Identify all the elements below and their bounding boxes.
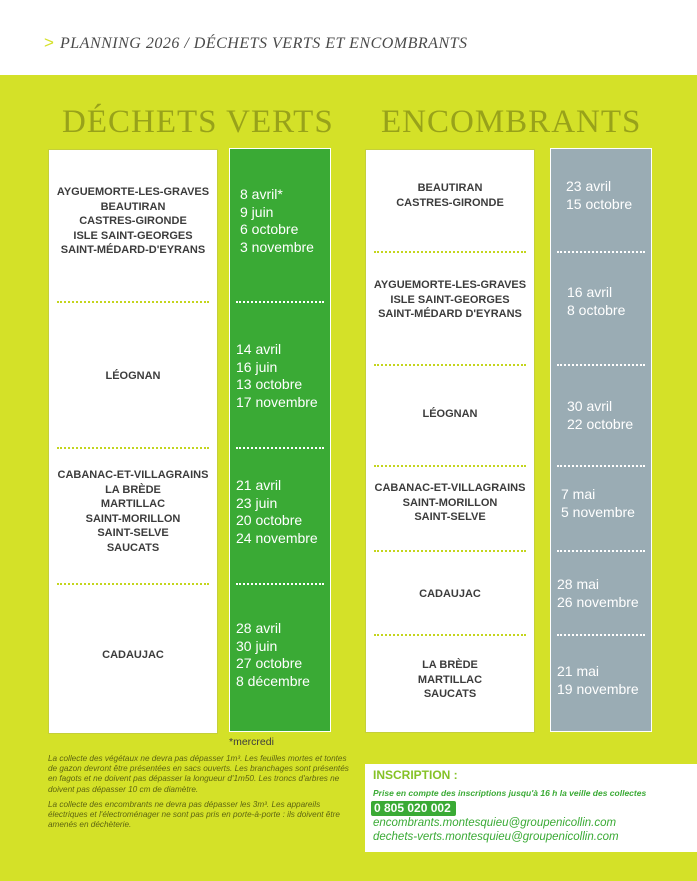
collection-date: 21 avril	[236, 477, 282, 493]
collection-rules	[48, 754, 353, 835]
collection-date: 16 avril	[567, 284, 613, 300]
town-name: BEAUTIRAN	[100, 200, 166, 213]
collection-date: 27 octobre	[236, 655, 303, 671]
town-name: ISLE SAINT-GEORGES	[390, 293, 510, 306]
town-name: SAINT-MORILLON	[402, 496, 498, 509]
dv-group-3-towns	[48, 468, 218, 555]
collection-date: 9 juin	[240, 203, 274, 220]
town-name: CABANAC-ET-VILLAGRAINS	[374, 482, 526, 494]
town-name: AYGUEMORTE-LES-GRAVES	[56, 186, 210, 198]
enc-group-4-towns	[365, 481, 535, 525]
enc-group-4-dates	[561, 486, 635, 521]
enc-group-5-dates	[557, 576, 639, 611]
town-name: SAINT-MÉDARD-D'EYRANS	[60, 244, 206, 256]
town-name: SAUCATS	[423, 688, 477, 700]
town-name: AYGUEMORTE-LES-GRAVES	[373, 279, 527, 291]
collection-date: 26 novembre	[557, 593, 639, 610]
town-name: CADAUJAC	[102, 649, 164, 661]
town-name: CADAUJAC	[419, 588, 481, 600]
enc-group-2-towns	[365, 278, 535, 322]
collection-date: 23 juin	[236, 494, 278, 511]
page-header	[0, 0, 697, 75]
town-name: CABANAC-ET-VILLAGRAINS	[57, 469, 209, 481]
dv-group-1-dates	[240, 186, 314, 256]
collection-date: 24 novembre	[236, 529, 318, 546]
collection-date: 20 octobre	[236, 512, 303, 528]
email-encombrants[interactable]: encombrants.montesquieu@groupenicollin.com	[373, 817, 617, 829]
dotted-separator	[236, 583, 324, 585]
inscription-title: INSCRIPTION :	[373, 768, 458, 782]
dotted-separator	[236, 301, 324, 303]
dv-group-1-towns	[48, 185, 218, 258]
dotted-separator	[557, 364, 645, 366]
inscription-deadline: Prise en compte des inscriptions jusqu'à 16 h la veille des collectes	[373, 788, 647, 798]
collection-date: 30 juin	[236, 637, 278, 654]
dotted-separator	[557, 251, 645, 253]
dotted-separator	[374, 364, 526, 366]
collection-date: 7 mai	[561, 486, 596, 502]
collection-date: 8 octobre	[567, 301, 626, 318]
collection-date: 3 novembre	[240, 238, 314, 255]
dv-group-3-dates	[236, 477, 318, 547]
collection-date: 19 novembre	[557, 680, 639, 697]
enc-group-6-towns	[365, 658, 535, 702]
town-name: MARTILLAC	[417, 673, 483, 686]
enc-group-1-towns	[365, 181, 535, 210]
collection-date: 15 octobre	[566, 195, 633, 212]
town-name: LÉOGNAN	[105, 370, 161, 382]
enc-group-1-dates	[566, 178, 632, 213]
enc-group-3-towns	[365, 407, 535, 422]
dv-group-2-towns	[48, 369, 218, 384]
town-name: ISLE SAINT-GEORGES	[73, 229, 193, 242]
encombrants-towns-column	[365, 149, 535, 733]
collection-date: 28 avril	[236, 620, 282, 636]
collection-date: 14 avril	[236, 341, 282, 357]
chevron-right-icon: >	[44, 33, 54, 52]
collection-date: 6 octobre	[240, 221, 299, 237]
dotted-separator	[557, 550, 645, 552]
collection-date: 8 avril*	[240, 186, 283, 202]
collection-date: 28 mai	[557, 576, 600, 592]
collection-date: 17 novembre	[236, 393, 318, 410]
town-name: LA BRÈDE	[105, 483, 161, 496]
dotted-separator	[57, 447, 209, 449]
mercredi-footnote: *mercredi	[229, 736, 274, 748]
dotted-separator	[57, 583, 209, 585]
dotted-separator	[557, 465, 645, 467]
town-name: LA BRÈDE	[422, 659, 478, 671]
encombrants-title: ENCOMBRANTS	[381, 104, 642, 140]
green-waste-rules: La collecte des végétaux ne devra pas dépasser 1m³. Les feuilles mortes et tontes de gazon devront être présentées en sacs ouverts. Les branchages sont présentés en fagots et ne doivent pas dépasser la longueur d'1m50. Les troncs d'arbres ne doivent pas dépasser 10 cm de diamètre.	[48, 754, 349, 794]
dotted-separator	[236, 447, 324, 449]
collection-date: 5 novembre	[561, 503, 635, 520]
dotted-separator	[374, 634, 526, 636]
dotted-separator	[374, 550, 526, 552]
encombrants-dates-column	[550, 148, 652, 732]
dotted-separator	[374, 465, 526, 467]
town-name: SAINT-MÉDARD D'EYRANS	[378, 308, 522, 320]
collection-date: 16 juin	[236, 358, 278, 375]
dotted-separator	[57, 301, 209, 303]
dv-group-4-dates	[236, 620, 310, 690]
enc-group-3-dates	[567, 398, 633, 433]
collection-date: 21 mai	[557, 663, 600, 679]
collection-date: 22 octobre	[567, 415, 634, 432]
dv-group-4-towns	[48, 648, 218, 663]
collection-date: 23 avril	[566, 178, 612, 194]
collection-date: 13 octobre	[236, 376, 303, 392]
town-name: SAINT-SELVE	[97, 527, 169, 539]
page-title: PLANNING 2026 / DÉCHETS VERTS ET ENCOMBRANTS	[60, 35, 468, 52]
email-dechets-verts[interactable]: dechets-verts.montesquieu@groupenicollin.com	[373, 831, 619, 843]
dotted-separator	[374, 251, 526, 253]
enc-group-5-towns	[365, 587, 535, 602]
dechets-verts-title: DÉCHETS VERTS	[62, 104, 334, 140]
town-name: SAINT-SELVE	[414, 511, 486, 523]
town-name: SAUCATS	[106, 541, 160, 554]
collection-date: 30 avril	[567, 398, 613, 414]
town-name: CASTRES-GIRONDE	[396, 196, 504, 209]
collection-date: 8 décembre	[236, 672, 310, 689]
town-name: MARTILLAC	[100, 498, 166, 510]
phone-number[interactable]: 0 805 020 002	[371, 801, 456, 816]
dotted-separator	[557, 634, 645, 636]
town-name: BEAUTIRAN	[417, 182, 483, 194]
town-name: CASTRES-GIRONDE	[79, 215, 187, 227]
dv-group-2-dates	[236, 341, 318, 411]
enc-group-2-dates	[567, 284, 625, 319]
town-name: SAINT-MORILLON	[85, 512, 181, 525]
bulky-waste-rules: La collecte des encombrants ne devra pas dépasser les 3m³. Les appareils électriques et l'électroménager ne sont pas pris en porte-à-porte : ils doivent être amenés en déchèterie.	[48, 799, 340, 830]
enc-group-6-dates	[557, 663, 639, 698]
town-name: LÉOGNAN	[422, 408, 478, 420]
